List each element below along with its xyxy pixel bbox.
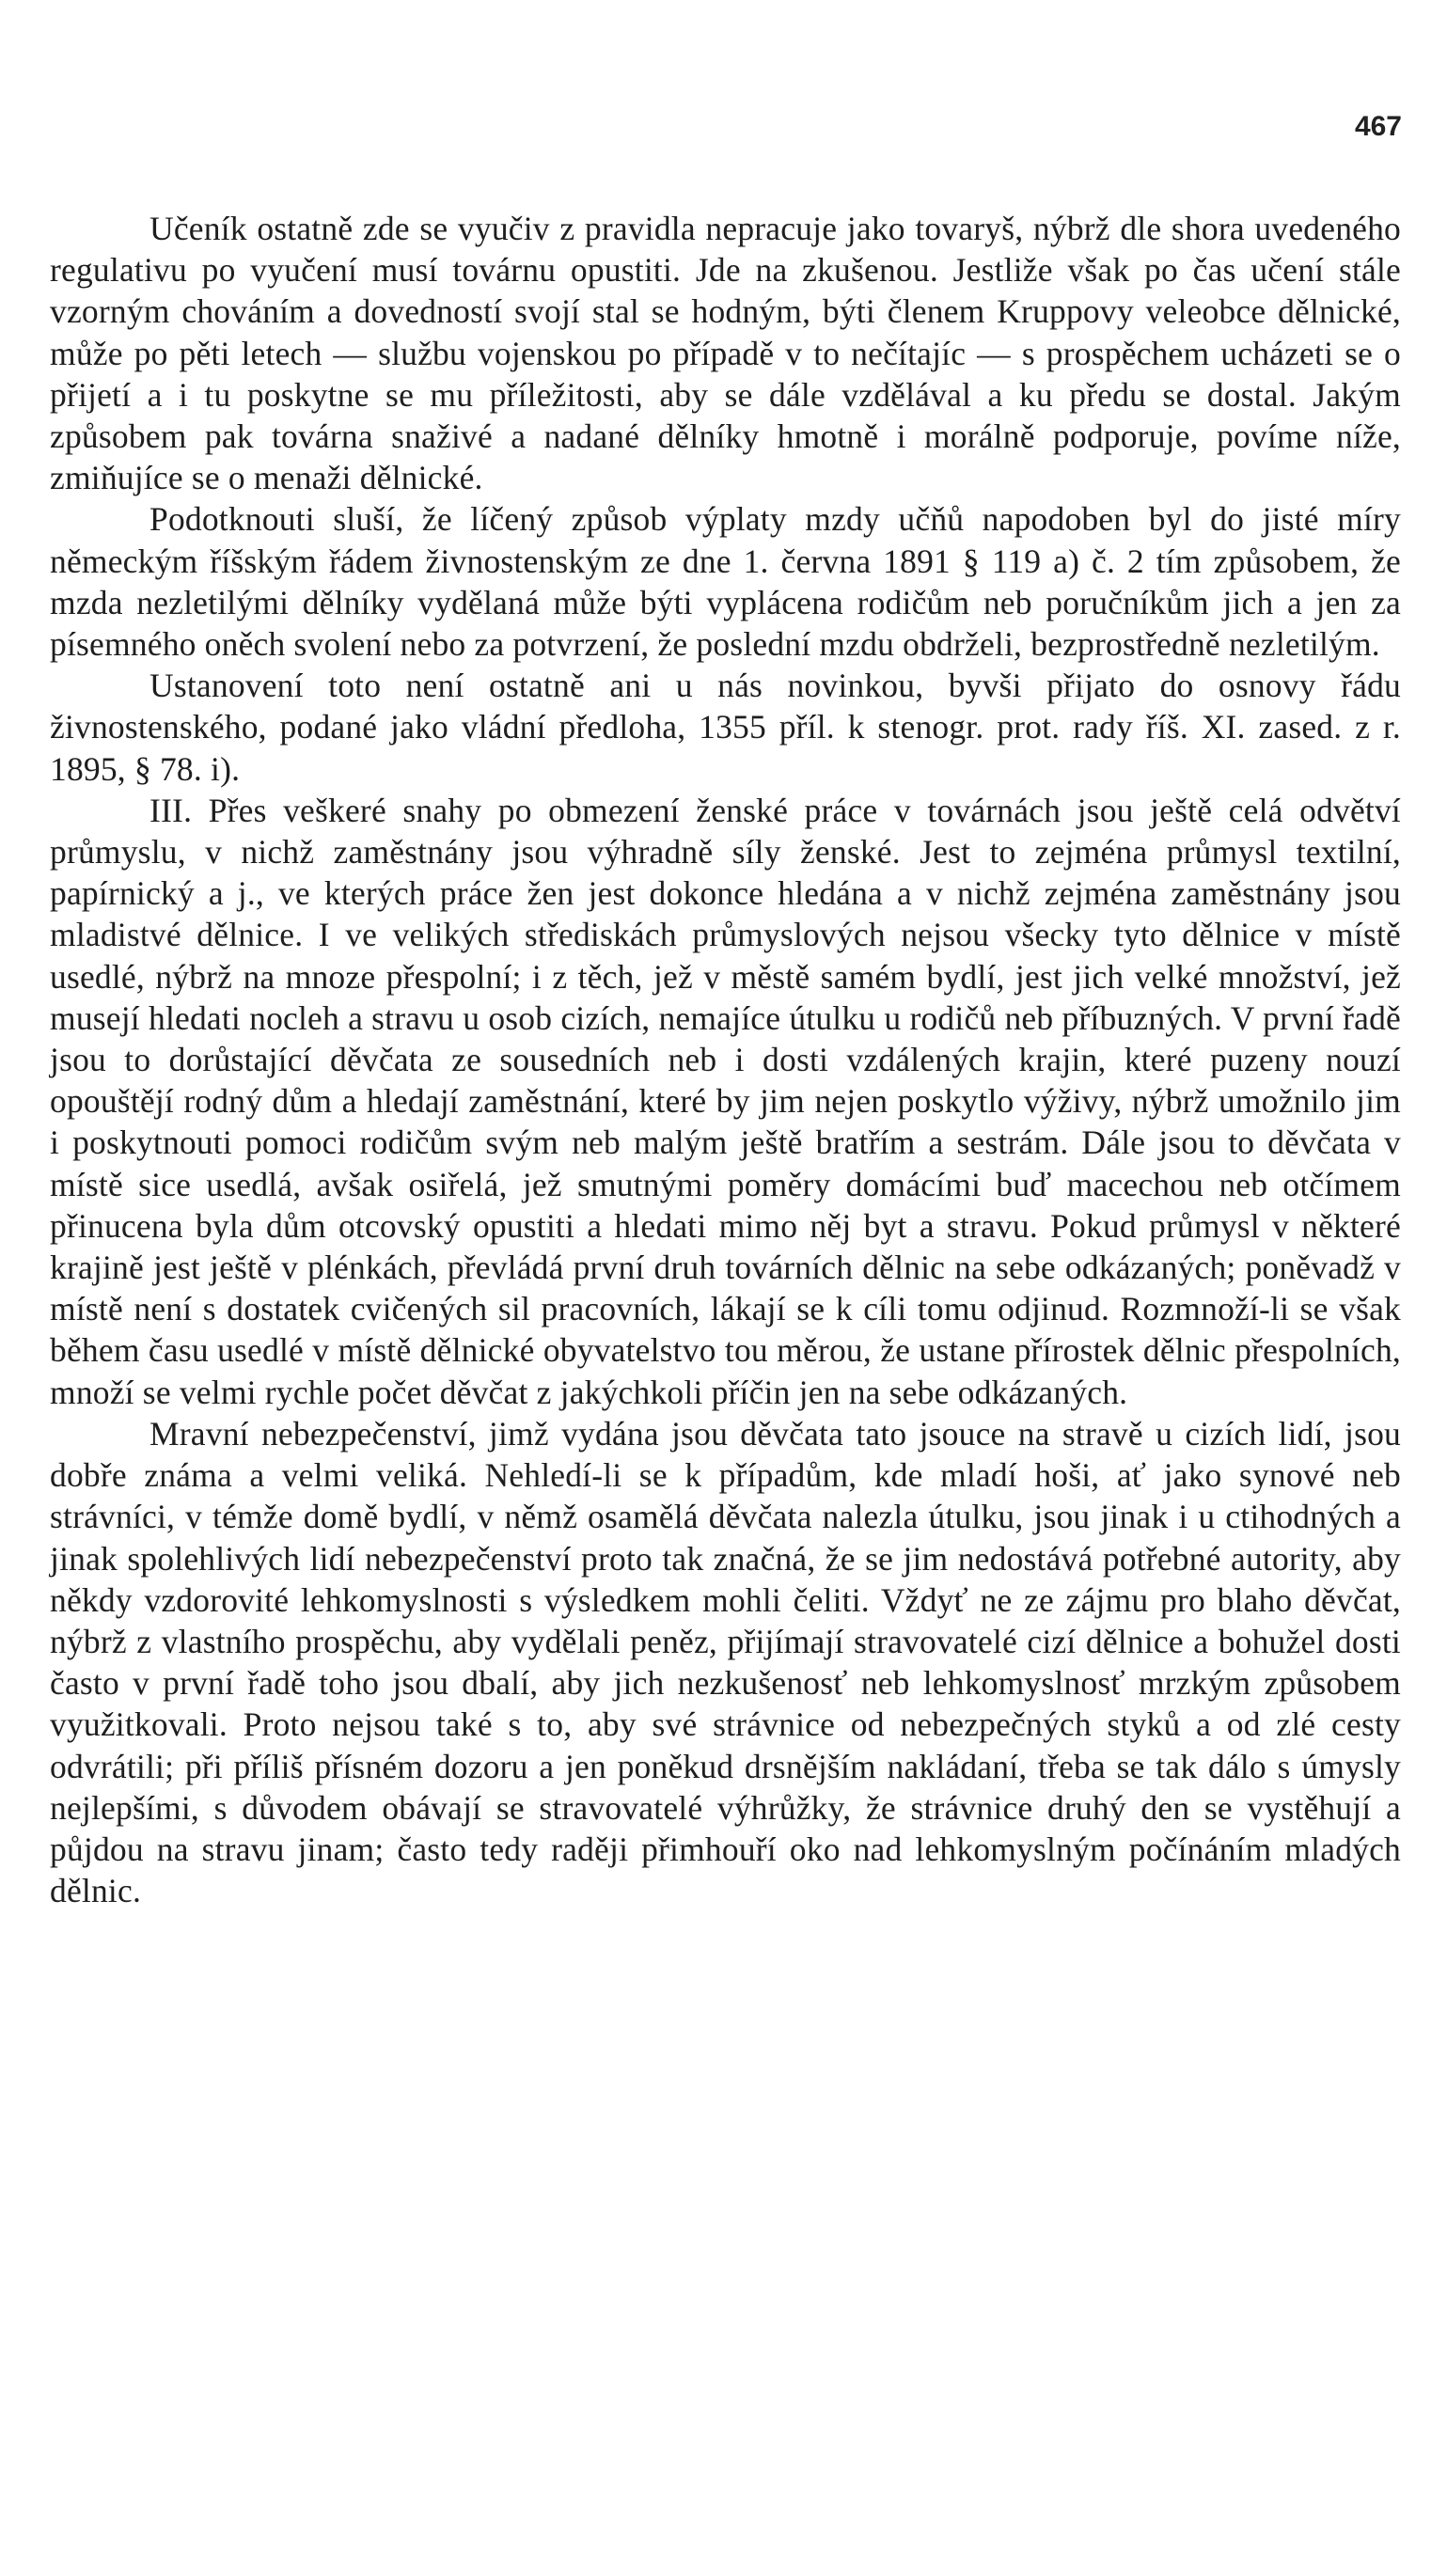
paragraph-trade-code: Ustanovení toto není ostatně ani u nás novinkou, byvši přijato do osnovy řádu živnostenského, podané jako vládní předloha, 1355 příl. k stenogr. prot. rady říš. XI. zased. z r. 1895, § 78. i). xyxy=(50,667,1401,788)
paragraph-female-labor: III. Přes veškeré snahy po obmezení ženské práce v továrnách jsou ještě celá odvětví průmyslu, v nichž zaměstnány jsou výhradně síly ženské. Jest to zejména průmysl textilní, papírnický a j., ve kterých práce žen jest dokonce hledána a v nichž zejména zaměstnány jsou mladistvé dělnice. I ve velikých střediskách průmyslových nejsou všecky tyto dělnice v místě usedlé, nýbrž na mnoze přespolní; i z těch, jež v městě samém bydlí, jest jich velké množství, jež musejí hledati nocleh a stravu u osob cizích, nemajíce útulku u rodičů neb příbuzných. V první řadě jsou to dorůstající děvčata ze sousedních neb i dosti vzdálených krajin, které puzeny nouzí opouštějí rodný dům a hledají zaměstnání, které by jim nejen poskytlo výživy, nýbrž umožnilo jim i poskytnouti pomoci rodičům svým neb malým ještě bratřím a sestrám. Dále jsou to děvčata v místě sice usedlá, avšak osiřelá, jež smutnými poměry domácími buď macechou neb otčímem přinucena byla dům otcovský opustiti a hledati mimo něj byt a stravu. Pokud průmysl v některé krajině jest ještě v plénkách, převládá první druh továrních dělnic na sebe odkázaných; poněvadž v místě není s dostatek cvičených sil pracovních, lákají se k cíli tomu odjinud. Rozmnoží-li se však během času usedlé v místě dělnické obyvatelstvo tou měrou, že ustane přírostek dělnic přespolních, množí se velmi rychle počet děvčat z jakýchkoli příčin jen na sebe odkázaných. xyxy=(50,791,1401,1411)
page-number: 467 xyxy=(1354,111,1402,142)
paragraph-wage-payment: Podotknouti sluší, že líčený způsob výplaty mzdy učňů napodoben byl do jisté míry německým říšským řádem živnostenským ze dne 1. června 1891 § 119 a) č. 2 tím způsobem, že mzda nezletilými dělníky vydělaná může býti vyplácena rodičům neb poručníkům jich a jen za písemného oněch svolení nebo za potvrzení, že poslední mzdu obdrželi, bezprostředně nezletilým. xyxy=(50,500,1401,664)
document-body xyxy=(50,208,1401,1911)
paragraph-moral-dangers: Mravní nebezpečenství, jimž vydána jsou děvčata tato jsouce na stravě u cizích lidí, jsou dobře známa a velmi veliká. Nehledí-li se k případům, kde mladí hoši, ať jako synové neb strávníci, v témže domě bydlí, v němž osamělá děvčata nalezla útulku, jsou jinak i u ctihodných a jinak spolehlivých lidí nebezpečenství proto tak značná, že se jim nedostává potřebné autority, aby někdy vzdorovité lehkomyslnosti s výsledkem mohli čeliti. Vždyť ne ze zájmu pro blaho děvčat, nýbrž z vlastního prospěchu, aby vydělali peněz, přijímají stravovatelé cizí dělnice a bohužel dosti často v první řadě toho jsou dbalí, aby jich nezkušenosť neb lehkomyslnosť mrzkým způsobem využitkovali. Proto nejsou také s to, aby své strávnice od nebezpečných styků a od zlé cesty odvrátili; při příliš přísném dozoru a jen poněkud drsnějším nakládaní, třeba se tak dálo s úmysly nejlepšími, s důvodem obávají se stravovatelé výhrůžky, že strávnice druhý den se vystěhují a půjdou na stravu jinam; často tedy raději přimhouří oko nad lehkomyslným počínáním mladých dělnic. xyxy=(50,1414,1401,1910)
paragraph-apprentice: Učeník ostatně zde se vyučiv z pravidla nepracuje jako tovaryš, nýbrž dle shora uvedeného regulativu po vyučení musí továrnu opustiti. Jde na zkušenou. Jestliže však po čas učení stále vzorným chováním a dovedností svojí stal se hodným, býti členem Kruppovy veleobce dělnické, může po pěti letech — službu vojenskou po případě v to nečítajíc — s prospěchem ucházeti se o přijetí a i tu poskytne se mu příležitosti, aby se dále vzdělával a ku předu se dostal. Jakým způsobem pak továrna snaživé a nadané dělníky hmotně i morálně podporuje, povíme níže, zmiňujíce se o menaži dělnické. xyxy=(50,210,1401,497)
